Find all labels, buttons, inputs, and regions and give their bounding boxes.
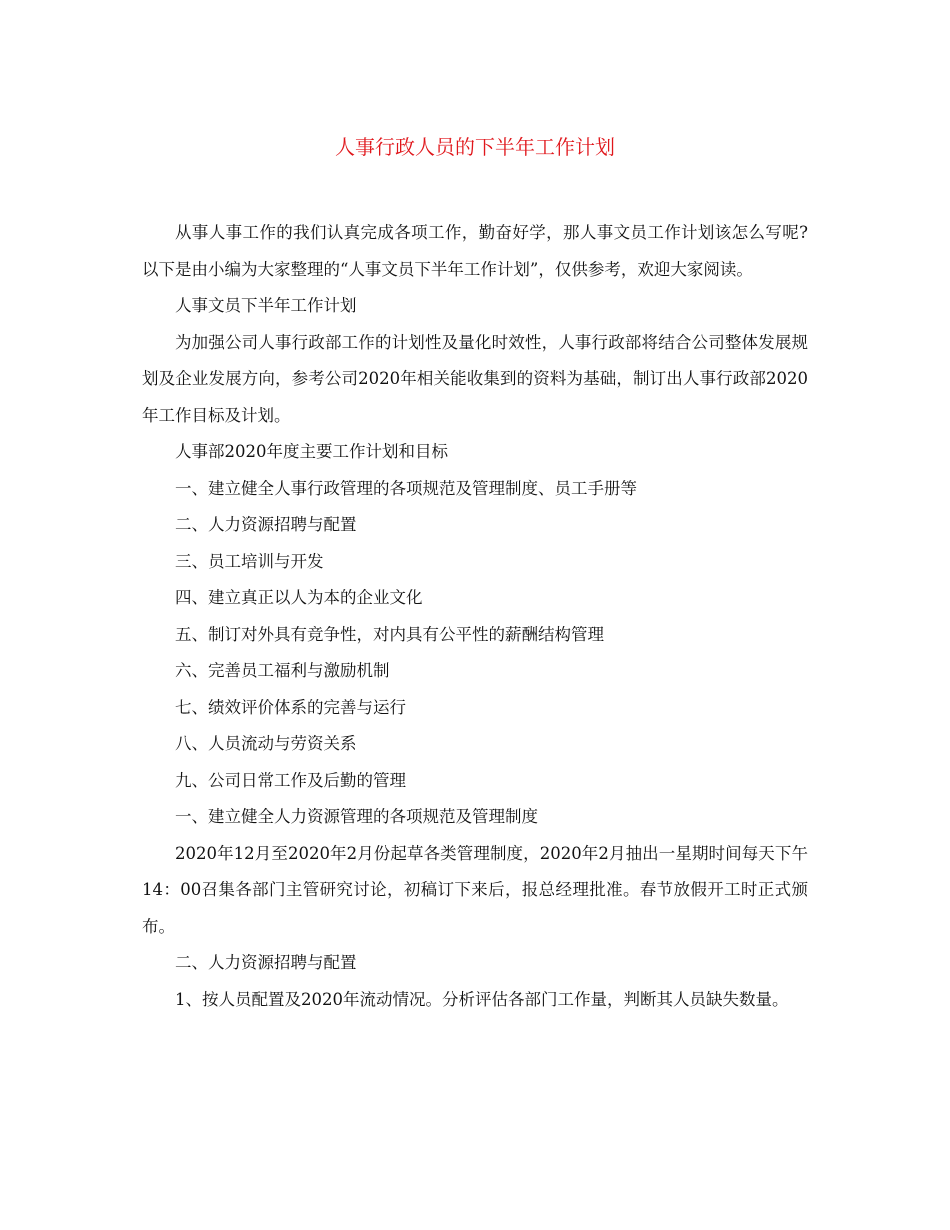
section-heading-1: 一、建立健全人力资源管理的各项规范及管理制度 xyxy=(175,807,538,826)
paragraph-heading-goals: 人事部2020年度主要工作计划和目标 xyxy=(175,442,448,461)
document-title: 人事行政人员的下半年工作计划 xyxy=(335,135,615,159)
list-item-goal-5: 五、制订对外具有竞争性，对内具有公平性的薪酬结构管理 xyxy=(175,624,604,644)
paragraph-purpose: 为加强公司人事行政部工作的计划性及量化时效性，人事行政部将结合公司整体发展规划及企业发展方向，参考公司2020年相关能收集到的资料为基础，制订出人事行政部2020年工作目标及计划。 xyxy=(142,332,808,425)
list-item-goal-8: 八、人员流动与劳资关系 xyxy=(175,734,357,753)
paragraph-heading-plan: 人事文员下半年工作计划 xyxy=(175,296,357,315)
list-item-goal-6: 六、完善员工福利与激励机制 xyxy=(175,661,390,680)
list-item-goal-1: 一、建立健全人事行政管理的各项规范及管理制度、员工手册等 xyxy=(175,478,637,498)
list-item-goal-2: 二、人力资源招聘与配置 xyxy=(175,515,357,534)
list-item-goal-7: 七、绩效评价体系的完善与运行 xyxy=(175,697,406,717)
list-item-goal-3: 三、员工培训与开发 xyxy=(175,551,324,571)
section-heading-2: 二、人力资源招聘与配置 xyxy=(175,953,357,972)
list-item-goal-9: 九、公司日常工作及后勤的管理 xyxy=(175,770,406,790)
paragraph-section-1-body: 2020年12月至2020年2月份起草各类管理制度，2020年2月抽出一星期时间每天下午14：00召集各部门主管研究讨论，初稿订下来后，报总经理批准。春节放假开工时正式颁布。 xyxy=(142,843,808,936)
paragraph-section-2-item-1: 1、按人员配置及2020年流动情况。分析评估各部门工作量，判断其人员缺失数量。 xyxy=(175,989,789,1009)
document-body xyxy=(142,215,808,1018)
paragraph-intro: 从事人事工作的我们认真完成各项工作，勤奋好学，那人事文员工作计划该怎么写呢?以下是由小编为大家整理的“人事文员下半年工作计划”，仅供参考，欢迎大家阅读。 xyxy=(142,223,808,279)
list-item-goal-4: 四、建立真正以人为本的企业文化 xyxy=(175,588,423,607)
